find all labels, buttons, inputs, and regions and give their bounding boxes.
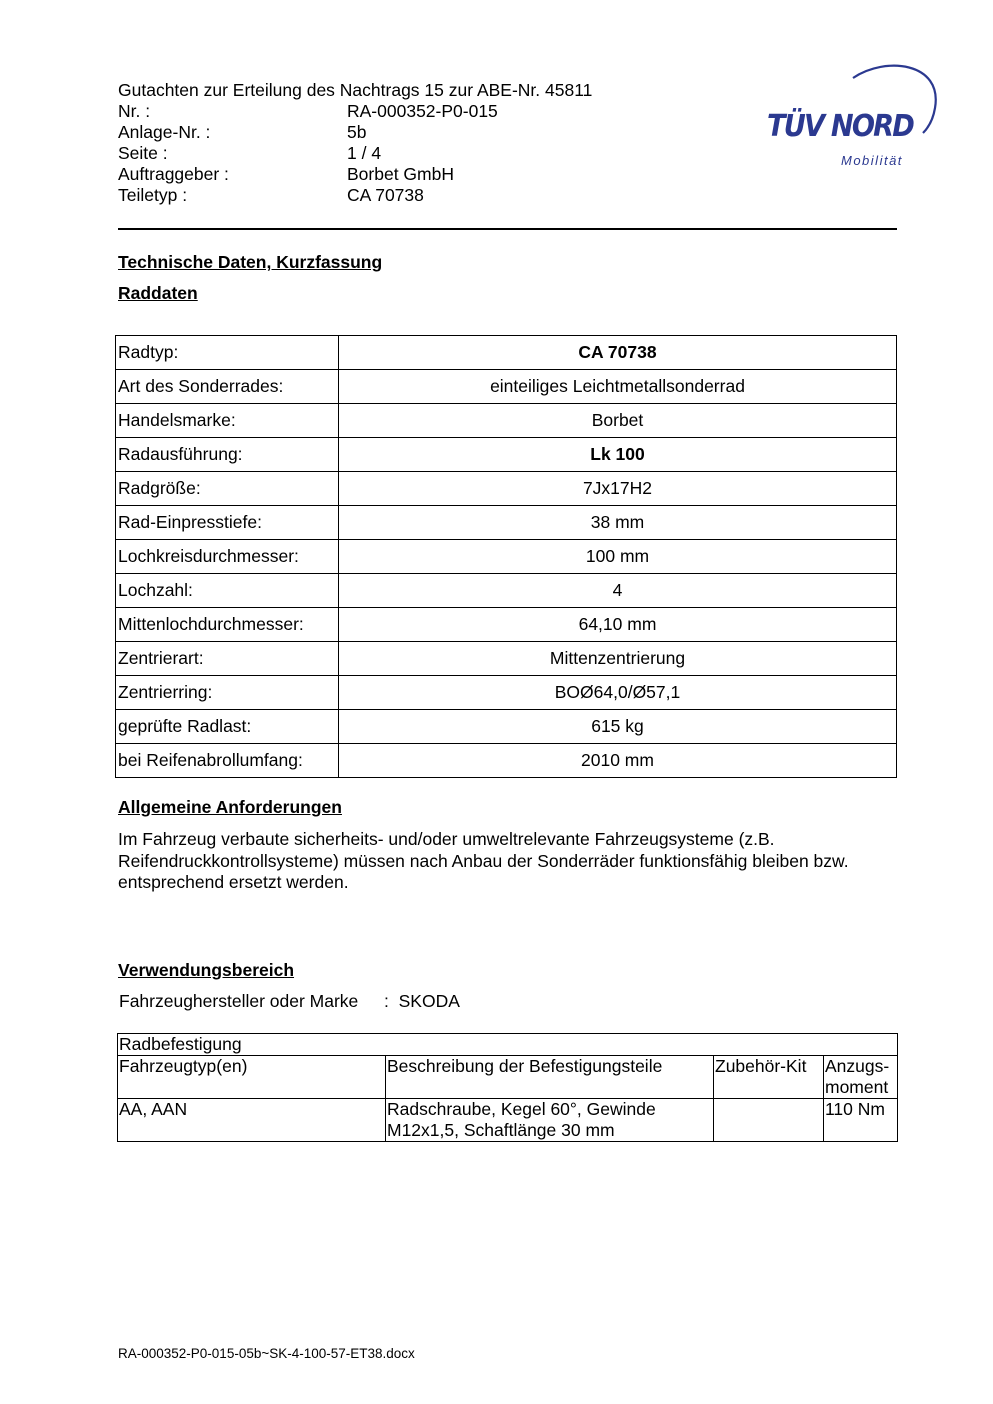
row-label: bei Reifenabrollumfang:	[116, 744, 339, 778]
table-row	[116, 438, 897, 472]
row-label: Art des Sonderrades:	[116, 370, 339, 404]
row-value: 100 mm	[339, 540, 897, 574]
row-label: Rad-Einpresstiefe:	[116, 506, 339, 540]
header-label: Auftraggeber :	[118, 164, 229, 184]
row-label: Radgröße:	[116, 472, 339, 506]
header-description: Beschreibung der Befestigungsteile	[386, 1056, 714, 1099]
logo-wordmark: TÜV NORD	[767, 109, 929, 144]
cell-vehicle: AA, AAN	[118, 1099, 386, 1142]
row-label: Zentrierring:	[116, 676, 339, 710]
header-row	[118, 164, 498, 185]
header-value: CA 70738	[347, 185, 424, 205]
manufacturer-label: Fahrzeughersteller oder Marke	[119, 991, 359, 1011]
row-value: einteiliges Leichtmetallsonderrad	[339, 370, 897, 404]
row-label: Zentrierart:	[116, 642, 339, 676]
table-row	[116, 642, 897, 676]
row-value: 64,10 mm	[339, 608, 897, 642]
row-value: 615 kg	[339, 710, 897, 744]
header-label: Seite :	[118, 143, 168, 163]
row-label: Lochkreisdurchmesser:	[116, 540, 339, 574]
row-value: BOØ64,0/Ø57,1	[339, 676, 897, 710]
header-label: Nr. :	[118, 101, 151, 121]
table-row	[116, 608, 897, 642]
row-value: Borbet	[339, 404, 897, 438]
row-label: geprüfte Radlast:	[116, 710, 339, 744]
table-row	[116, 574, 897, 608]
table-row	[116, 336, 897, 370]
row-label: Lochzahl:	[116, 574, 339, 608]
manufacturer-separator: :	[384, 991, 389, 1011]
row-value: 4	[339, 574, 897, 608]
header-fields	[118, 101, 498, 206]
tuv-nord-logo	[765, 58, 940, 173]
table-row	[116, 506, 897, 540]
header-torque-line2: moment	[825, 1077, 889, 1097]
cell-description	[386, 1099, 714, 1142]
table-row	[116, 404, 897, 438]
cell-kit	[714, 1099, 824, 1142]
row-label: Handelsmarke:	[116, 404, 339, 438]
table-title: Radbefestigung	[118, 1034, 898, 1056]
wheel-data-table	[115, 335, 897, 778]
row-value: 38 mm	[339, 506, 897, 540]
row-value: 2010 mm	[339, 744, 897, 778]
header-row	[118, 143, 498, 164]
header-value: 5b	[347, 122, 367, 142]
heading-wheel-data: Raddaten	[118, 283, 198, 303]
table-row	[116, 710, 897, 744]
heading-technical-data: Technische Daten, Kurzfassung	[118, 252, 383, 272]
row-label: Radtyp:	[116, 336, 339, 370]
wheel-mounting-table	[117, 1033, 898, 1142]
header-row	[118, 101, 498, 122]
row-label: Mittenlochdurchmesser:	[116, 608, 339, 642]
logo-subtitle: Mobilität	[841, 153, 903, 168]
header-value: RA-000352-P0-015	[347, 101, 498, 121]
general-requirements-text: Im Fahrzeug verbaute sicherheits- und/oder umweltrelevante Fahrzeugsysteme (z.B. Reifendruckkontrollsysteme) müssen nach Anbau der Sonderräder funktionsfähig bleiben bzw. entsprechend ersetzt werden.	[118, 829, 849, 892]
header-divider	[118, 228, 897, 230]
row-value: Lk 100	[339, 438, 897, 472]
header-label: Anlage-Nr. :	[118, 122, 211, 142]
footer-filename: RA-000352-P0-015-05b~SK-4-100-57-ET38.docx	[118, 1346, 415, 1361]
table-row	[116, 744, 897, 778]
manufacturer-value: SKODA	[398, 991, 460, 1011]
table-row	[116, 472, 897, 506]
table-row	[116, 540, 897, 574]
row-value: 7Jx17H2	[339, 472, 897, 506]
table-header-row	[118, 1056, 898, 1099]
header-torque-line1: Anzugs-	[825, 1056, 890, 1076]
row-label: Radausführung:	[116, 438, 339, 472]
description-line1: Radschraube, Kegel 60°, Gewinde	[387, 1099, 656, 1119]
report-title-line: Gutachten zur Erteilung des Nachtrags 15 zur ABE-Nr. 45811	[118, 80, 593, 100]
table-row	[116, 370, 897, 404]
row-value: Mittenzentrierung	[339, 642, 897, 676]
table-title-row	[118, 1034, 898, 1056]
header-torque	[824, 1056, 898, 1099]
header-row	[118, 185, 498, 206]
manufacturer-line	[119, 991, 460, 1012]
table-row	[118, 1099, 898, 1142]
header-vehicle-types: Fahrzeugtyp(en)	[118, 1056, 386, 1099]
cell-torque: 110 Nm	[824, 1099, 898, 1142]
header-value: Borbet GmbH	[347, 164, 454, 184]
row-value: CA 70738	[339, 336, 897, 370]
description-line2: M12x1,5, Schaftlänge 30 mm	[387, 1120, 615, 1140]
header-label: Teiletyp :	[118, 185, 188, 205]
header-accessory-kit: Zubehör-Kit	[714, 1056, 824, 1099]
table-row	[116, 676, 897, 710]
heading-general-requirements: Allgemeine Anforderungen	[118, 797, 342, 817]
header-row	[118, 122, 498, 143]
heading-usage: Verwendungsbereich	[118, 960, 295, 980]
header-value: 1 / 4	[347, 143, 382, 163]
